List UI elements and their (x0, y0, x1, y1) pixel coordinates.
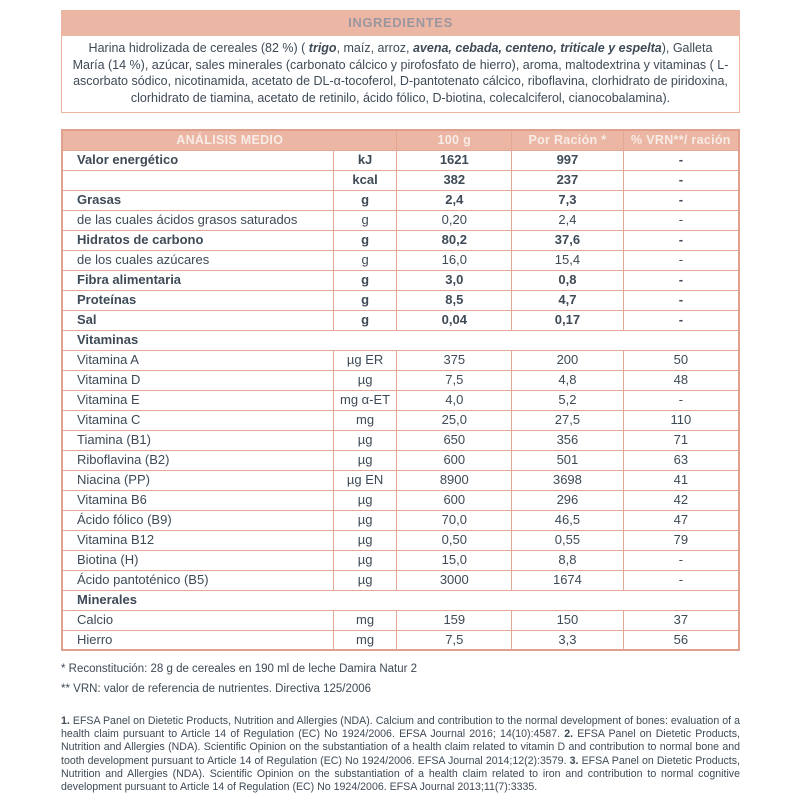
nutrient-unit: µg (333, 370, 397, 390)
nutrient-row (62, 510, 739, 530)
value-per-racion: 2,4 (512, 210, 624, 230)
nutrient-label: Valor energético (62, 150, 333, 170)
references-paragraph: 1. EFSA Panel on Dietetic Products, Nutrition and Allergies (NDA). Calcium and contribution to the normal development of bones: evaluation of a health claim pursuant to Article 14 of Regulation (EC) No 1924/2006. EFSA Journal 2016; 14(10):4587. 2. EFSA Panel on Dietetic Products, Nutrition and Allergies (NDA). Scientific Opinion on the substantiation of a health claim related to vitamin D and contribution to normal bone and tooth development pursuant to Article 14 of Regulation (EC) No 1924/2006. EFSA Journal 2014;12(2):3579. 3. EFSA Panel on Dietetic Products, Nutrition and Allergies (NDA). Scientific Opinion on the substantiation of a health claim related to iron and contribution to normal cognitive development pursuant to Article 14 of Regulation (EC) No 1924/2006. EFSA Journal 2013;11(7):3335. (61, 715, 740, 794)
nutrition-table-body (62, 150, 739, 650)
nutrient-row (62, 270, 739, 290)
value-per-100g: 0,50 (397, 530, 512, 550)
value-per-racion: 46,5 (512, 510, 624, 530)
nutrition-table (61, 129, 740, 651)
nutrient-unit: g (333, 250, 397, 270)
nutrient-row (62, 150, 739, 170)
value-per-100g: 0,04 (397, 310, 512, 330)
nutrient-unit: g (333, 270, 397, 290)
value-per-racion: 997 (512, 150, 624, 170)
nutrient-label: Vitamina E (62, 390, 333, 410)
value-per-100g: 7,5 (397, 370, 512, 390)
footnotes (61, 659, 740, 699)
nutrient-unit: µg (333, 450, 397, 470)
value-per-100g: 25,0 (397, 410, 512, 430)
nutrient-row (62, 230, 739, 250)
nutrient-label: Proteínas (62, 290, 333, 310)
value-vrn-percent: - (623, 290, 739, 310)
value-per-racion: 5,2 (512, 390, 624, 410)
value-vrn-percent: 42 (623, 490, 739, 510)
nutrient-row (62, 630, 739, 650)
value-vrn-percent: - (623, 550, 739, 570)
value-per-100g: 0,20 (397, 210, 512, 230)
nutrient-row (62, 530, 739, 550)
nutrient-unit: g (333, 310, 397, 330)
value-per-100g: 375 (397, 350, 512, 370)
section-label: Vitaminas (62, 330, 739, 350)
nutrient-label: Ácido fólico (B9) (62, 510, 333, 530)
nutrient-label: Riboflavina (B2) (62, 450, 333, 470)
nutrient-unit: µg (333, 550, 397, 570)
nutrient-row (62, 190, 739, 210)
value-per-racion: 0,55 (512, 530, 624, 550)
value-vrn-percent: 56 (623, 630, 739, 650)
footnote-reconstitution: * Reconstitución: 28 g de cereales en 190 ml de leche Damira Natur 2 (61, 663, 418, 675)
value-per-racion: 200 (512, 350, 624, 370)
nutrient-label: Tiamina (B1) (62, 430, 333, 450)
value-per-100g: 4,0 (397, 390, 512, 410)
value-per-racion: 4,8 (512, 370, 624, 390)
value-per-racion: 1674 (512, 570, 624, 590)
nutrient-label: Niacina (PP) (62, 470, 333, 490)
nutrient-label (62, 170, 333, 190)
nutrient-row (62, 430, 739, 450)
nutrient-row (62, 410, 739, 430)
nutrient-unit: µg ER (333, 350, 397, 370)
col-vrn-header: % VRN**/ ración (623, 130, 739, 150)
nutrient-row (62, 610, 739, 630)
value-per-racion: 237 (512, 170, 624, 190)
nutrient-row (62, 290, 739, 310)
nutrient-unit: mg (333, 630, 397, 650)
value-per-100g: 159 (397, 610, 512, 630)
ingredients-title: INGREDIENTES (348, 15, 453, 30)
ingredients-title-bar (61, 10, 740, 36)
nutrient-label: Calcio (62, 610, 333, 630)
value-per-racion: 3698 (512, 470, 624, 490)
nutrient-unit: µg (333, 530, 397, 550)
value-vrn-percent: - (623, 230, 739, 250)
value-per-100g: 8900 (397, 470, 512, 490)
value-per-racion: 0,17 (512, 310, 624, 330)
value-vrn-percent: 47 (623, 510, 739, 530)
analisis-medio-header: ANÁLISIS MEDIO (62, 130, 397, 150)
nutrient-unit: kJ (333, 150, 397, 170)
value-per-racion: 7,3 (512, 190, 624, 210)
section-label: Minerales (62, 590, 739, 610)
value-per-100g: 2,4 (397, 190, 512, 210)
col-100g-header: 100 g (397, 130, 512, 150)
value-per-100g: 650 (397, 430, 512, 450)
value-vrn-percent: 63 (623, 450, 739, 470)
nutrient-row (62, 310, 739, 330)
value-per-racion: 501 (512, 450, 624, 470)
nutrient-label: Vitamina D (62, 370, 333, 390)
nutrient-label: Hidratos de carbono (62, 230, 333, 250)
nutrient-unit: mg (333, 410, 397, 430)
value-per-100g: 382 (397, 170, 512, 190)
nutrient-label: de los cuales azúcares (62, 250, 333, 270)
section-row (62, 330, 739, 350)
nutrient-unit: kcal (333, 170, 397, 190)
nutrient-unit: µg (333, 510, 397, 530)
nutrient-unit: µg (333, 490, 397, 510)
ingredients-section (61, 10, 740, 113)
value-vrn-percent: 48 (623, 370, 739, 390)
value-per-100g: 3,0 (397, 270, 512, 290)
value-vrn-percent: - (623, 570, 739, 590)
ingredients-text: Harina hidrolizada de cereales (82 %) ( trigo, maíz, arroz, avena, cebada, centeno, triticale y espelta), Galleta María (14 %), azúcar, sales minerales (carbonato cálcico y pirofosfato de hierro), aroma, maltodextrina y vitaminas ( L-ascorbato sódico, nicotinamida, acetato de DL-α-tocoferol, D-pantotenato cálcico, riboflavina, clorhidrato de piridoxina, clorhidrato de tiamina, acetato de retinilo, ácido fólico, D-biotina, colecalciferol, cianocobalamina). (72, 41, 729, 105)
nutrient-label: Sal (62, 310, 333, 330)
value-vrn-percent: - (623, 310, 739, 330)
value-per-racion: 8,8 (512, 550, 624, 570)
value-per-100g: 70,0 (397, 510, 512, 530)
nutrient-row (62, 350, 739, 370)
value-vrn-percent: 71 (623, 430, 739, 450)
value-vrn-percent: - (623, 190, 739, 210)
value-per-100g: 7,5 (397, 630, 512, 650)
nutrient-row (62, 470, 739, 490)
nutrient-label: Biotina (H) (62, 550, 333, 570)
value-vrn-percent: - (623, 250, 739, 270)
table-header-row (62, 130, 739, 150)
value-per-100g: 16,0 (397, 250, 512, 270)
nutrient-row (62, 450, 739, 470)
nutrient-unit: µg EN (333, 470, 397, 490)
nutrient-unit: µg (333, 570, 397, 590)
nutrient-row (62, 210, 739, 230)
nutrient-row (62, 490, 739, 510)
nutrient-label: Vitamina B6 (62, 490, 333, 510)
nutrient-label: Grasas (62, 190, 333, 210)
nutrient-unit: mg (333, 610, 397, 630)
ingredients-box (61, 36, 740, 113)
value-vrn-percent: - (623, 150, 739, 170)
value-per-racion: 356 (512, 430, 624, 450)
value-per-racion: 4,7 (512, 290, 624, 310)
nutrient-label: de las cuales ácidos grasos saturados (62, 210, 333, 230)
value-per-100g: 600 (397, 450, 512, 470)
section-row (62, 590, 739, 610)
value-vrn-percent: 41 (623, 470, 739, 490)
value-per-100g: 8,5 (397, 290, 512, 310)
value-vrn-percent: - (623, 210, 739, 230)
value-vrn-percent: 79 (623, 530, 739, 550)
nutrient-row (62, 550, 739, 570)
nutrient-row (62, 570, 739, 590)
nutrient-label: Ácido pantoténico (B5) (62, 570, 333, 590)
nutrient-label: Vitamina C (62, 410, 333, 430)
nutrient-unit: µg (333, 430, 397, 450)
nutrient-unit: mg α-ET (333, 390, 397, 410)
value-per-racion: 150 (512, 610, 624, 630)
nutrient-row (62, 170, 739, 190)
nutrient-unit: g (333, 190, 397, 210)
value-per-100g: 600 (397, 490, 512, 510)
nutrient-unit: g (333, 230, 397, 250)
value-per-100g: 1621 (397, 150, 512, 170)
value-vrn-percent: - (623, 390, 739, 410)
value-vrn-percent: 37 (623, 610, 739, 630)
value-per-racion: 15,4 (512, 250, 624, 270)
value-per-100g: 80,2 (397, 230, 512, 250)
nutrient-label: Hierro (62, 630, 333, 650)
nutrient-unit: g (333, 290, 397, 310)
value-per-100g: 3000 (397, 570, 512, 590)
footnote-vrn: ** VRN: valor de referencia de nutrientes. Directiva 125/2006 (61, 683, 372, 695)
value-per-racion: 3,3 (512, 630, 624, 650)
value-per-racion: 0,8 (512, 270, 624, 290)
col-por-racion-header: Por Ración * (512, 130, 624, 150)
nutrient-label: Vitamina A (62, 350, 333, 370)
value-per-racion: 296 (512, 490, 624, 510)
value-vrn-percent: 110 (623, 410, 739, 430)
nutrient-row (62, 390, 739, 410)
value-vrn-percent: - (623, 170, 739, 190)
label-content (61, 10, 740, 794)
value-per-100g: 15,0 (397, 550, 512, 570)
nutrient-unit: g (333, 210, 397, 230)
value-vrn-percent: - (623, 270, 739, 290)
nutrient-label: Fibra alimentaria (62, 270, 333, 290)
value-vrn-percent: 50 (623, 350, 739, 370)
nutrient-row (62, 370, 739, 390)
value-per-racion: 27,5 (512, 410, 624, 430)
nutrient-label: Vitamina B12 (62, 530, 333, 550)
nutrient-row (62, 250, 739, 270)
value-per-racion: 37,6 (512, 230, 624, 250)
